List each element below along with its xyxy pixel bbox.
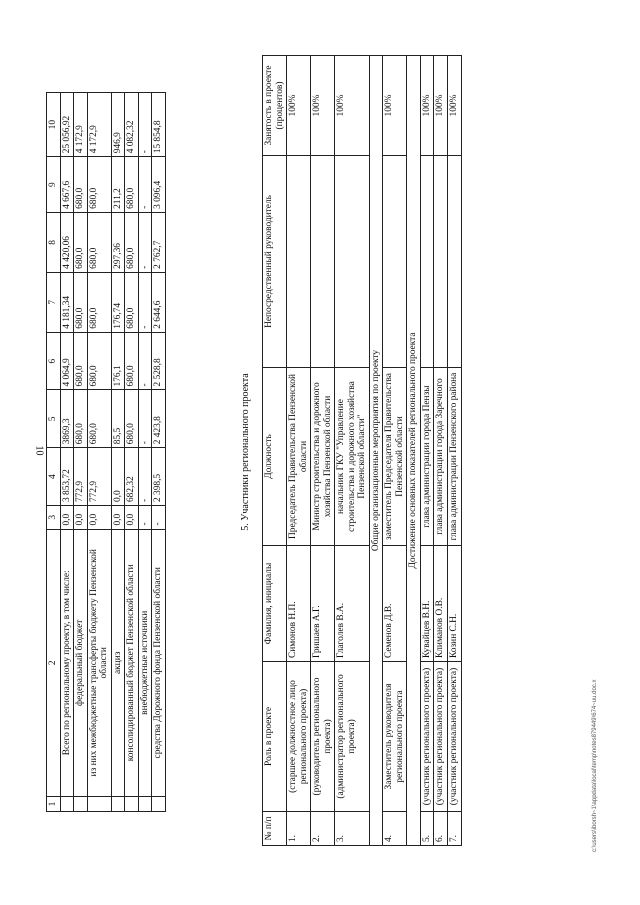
section-row-org	[369, 56, 383, 846]
budget-value-cell: 176,1	[111, 332, 125, 390]
budget-row-index-cell	[152, 797, 166, 812]
budget-value-cell: -	[138, 157, 152, 213]
budget-value-cell: 772,9	[87, 448, 111, 506]
row-supervisor	[335, 156, 370, 368]
budget-value-cell: 0,0	[111, 448, 125, 506]
header-position: Должность	[263, 368, 287, 546]
budget-row-index-cell	[125, 797, 139, 812]
budget-row-index-cell	[138, 797, 152, 812]
budget-value-cell: 680,0	[125, 157, 139, 213]
participant-row	[383, 56, 407, 846]
row-num: 4.	[383, 812, 407, 846]
budget-header-cell: 8	[47, 212, 61, 272]
budget-row	[111, 93, 125, 812]
budget-row	[125, 93, 139, 812]
budget-header-cell: 9	[47, 157, 61, 213]
budget-value-cell: 2 423,8	[152, 390, 166, 448]
row-supervisor	[311, 156, 335, 368]
row-role: (администратор регионального проекта)	[335, 662, 370, 812]
row-role: (руководитель регионального проекта)	[311, 662, 335, 812]
budget-value-cell: 4 181,34	[60, 272, 74, 332]
row-load: 100%	[434, 56, 448, 156]
row-position: заместитель Председателя Правительства Пензенской области	[383, 368, 407, 546]
row-num: 5.	[420, 812, 434, 846]
budget-header-cell: 3	[47, 506, 61, 530]
row-name: Симонов Н.П.	[287, 546, 311, 662]
budget-value-cell: 3869,3	[60, 390, 74, 448]
row-position: Министр строительства и дорожного хозяйства Пензенской области	[311, 368, 335, 546]
budget-value-cell: -	[138, 212, 152, 272]
budget-value-cell: 0,0	[87, 506, 111, 530]
participant-row	[420, 56, 434, 846]
budget-value-cell: 3 853,72	[60, 448, 74, 506]
row-load: 100%	[311, 56, 335, 156]
budget-value-cell: 4 082,32	[125, 93, 139, 157]
budget-value-cell: 680,0	[74, 332, 88, 390]
budget-value-cell: 297,36	[111, 212, 125, 272]
budget-header-cell: 7	[47, 272, 61, 332]
participant-row	[447, 56, 461, 846]
row-supervisor	[434, 156, 448, 368]
budget-value-cell: -	[138, 332, 152, 390]
row-position: Председатель Правительства Пензенской области	[287, 368, 311, 546]
budget-row-label: из них межбюджетные трансферты бюджету Пензенской области	[87, 529, 111, 796]
budget-value-cell: 4 420,06	[60, 212, 74, 272]
budget-value-cell: -	[138, 93, 152, 157]
budget-value-cell: 680,0	[125, 390, 139, 448]
budget-value-cell: 680,0	[74, 157, 88, 213]
budget-value-cell: 680,0	[74, 212, 88, 272]
budget-value-cell: 2 528,8	[152, 332, 166, 390]
budget-row-index-cell	[74, 797, 88, 812]
header-num: № п/п	[263, 812, 287, 846]
row-load: 100%	[383, 56, 407, 156]
budget-value-cell: 25 056,92	[60, 93, 74, 157]
row-name: Семенов Д.В.	[383, 546, 407, 662]
row-position: глава администрации города Заречного	[434, 368, 448, 546]
budget-header-cell: 10	[47, 93, 61, 157]
budget-value-cell: 680,0	[87, 390, 111, 448]
section-row-indicators	[407, 56, 421, 846]
budget-value-cell: 680,0	[74, 390, 88, 448]
row-load: 100%	[335, 56, 370, 156]
budget-row-label: консолидированный бюджет Пензенской области	[125, 529, 139, 796]
participants-table	[262, 55, 462, 846]
budget-value-cell: 680,0	[87, 157, 111, 213]
budget-header-cell: 4	[47, 448, 61, 506]
budget-value-cell: 680,0	[87, 272, 111, 332]
participant-row	[311, 56, 335, 846]
row-supervisor	[383, 156, 407, 368]
header-load: Занятость в проекте (процентов)	[263, 56, 287, 156]
budget-header-cell: 1	[47, 797, 61, 812]
budget-value-cell: 680,0	[125, 212, 139, 272]
budget-row	[138, 93, 152, 812]
budget-row-label: внебюджетные источники	[138, 529, 152, 796]
budget-value-cell: 0,0	[111, 506, 125, 530]
budget-header-cell: 5	[47, 390, 61, 448]
participant-row	[335, 56, 370, 846]
row-role: Заместитель руководителя регионального проекта	[383, 662, 407, 812]
budget-value-cell: 680,0	[125, 272, 139, 332]
budget-value-cell: -	[138, 272, 152, 332]
budget-value-cell: 85,5	[111, 390, 125, 448]
budget-row	[87, 93, 111, 812]
row-num: 2.	[311, 812, 335, 846]
budget-value-cell: -	[138, 390, 152, 448]
budget-value-cell: 680,0	[125, 332, 139, 390]
footer-file-path: c:\users\iborsh~1\appdata\local\temp\notes879449\674~uu.doc.x	[592, 679, 598, 852]
row-role: (участник регионального проекта)	[447, 662, 461, 812]
row-supervisor	[447, 156, 461, 368]
budget-value-cell: 176,74	[111, 272, 125, 332]
budget-value-cell: -	[138, 448, 152, 506]
budget-table-header	[47, 93, 61, 812]
budget-value-cell: 2 398,5	[152, 448, 166, 506]
budget-value-cell: -	[138, 506, 152, 530]
budget-value-cell: 211,2	[111, 157, 125, 213]
section-title: 5. Участники регионального проекта	[240, 373, 251, 531]
budget-row-label: Всего по региональному проекту, в том числе:	[60, 529, 74, 796]
budget-row-label: федеральный бюджет	[74, 529, 88, 796]
budget-row	[152, 93, 166, 812]
budget-value-cell: 4 064,9	[60, 332, 74, 390]
budget-value-cell: 2 762,7	[152, 212, 166, 272]
budget-value-cell: 680,0	[74, 272, 88, 332]
budget-value-cell: 2 644,6	[152, 272, 166, 332]
budget-value-cell: 680,0	[87, 332, 111, 390]
budget-value-cell: 4 667,6	[60, 157, 74, 213]
header-supervisor: Непосредственный руководитель	[263, 156, 287, 368]
participant-row	[434, 56, 448, 846]
budget-value-cell: 0,0	[125, 506, 139, 530]
participants-header	[263, 56, 287, 846]
row-role: (участник регионального проекта)	[420, 662, 434, 812]
budget-value-cell: 15 854,8	[152, 93, 166, 157]
row-num: 1.	[287, 812, 311, 846]
budget-value-cell: 0,0	[60, 506, 74, 530]
row-name: Козин С.Н.	[447, 546, 461, 662]
budget-row	[60, 93, 74, 812]
row-position: глава администрации города Пензы	[420, 368, 434, 546]
budget-value-cell: 4 172,9	[87, 93, 111, 157]
row-num: 7.	[447, 812, 461, 846]
budget-value-cell: -	[152, 506, 166, 530]
budget-value-cell: 772,9	[74, 448, 88, 506]
row-load: 100%	[287, 56, 311, 156]
budget-row-label: акциз	[111, 529, 125, 796]
budget-row	[74, 93, 88, 812]
row-role: (участник регионального проекта)	[434, 662, 448, 812]
budget-value-cell: 0,0	[74, 506, 88, 530]
header-name: Фамилия, инициалы	[263, 546, 287, 662]
budget-value-cell: 4 172,9	[74, 93, 88, 157]
row-num: 3.	[335, 812, 370, 846]
row-num: 6.	[434, 812, 448, 846]
participant-row	[287, 56, 311, 846]
section-ind-label: Достижение основных показателей регионального проекта	[407, 56, 421, 846]
budget-value-cell: 682,32	[125, 448, 139, 506]
row-position: глава администрации Пензенского района	[447, 368, 461, 546]
budget-header-cell: 6	[47, 332, 61, 390]
row-name: Глаголев В.А.	[335, 546, 370, 662]
budget-value-cell: 946,9	[111, 93, 125, 157]
budget-row-index-cell	[111, 797, 125, 812]
row-load: 100%	[420, 56, 434, 156]
row-supervisor	[420, 156, 434, 368]
header-role: Роль в проекте	[263, 662, 287, 812]
budget-table	[46, 92, 166, 812]
budget-header-cell: 2	[47, 529, 61, 796]
row-name: Гришаев А.Г.	[311, 546, 335, 662]
row-role: (старшее должностное лицо регионального проекта)	[287, 662, 311, 812]
budget-row-index-cell	[60, 797, 74, 812]
budget-row-label: средства Дорожного фонда Пензенской области	[152, 529, 166, 796]
budget-row-index-cell	[87, 797, 111, 812]
budget-value-cell: 680,0	[87, 212, 111, 272]
row-position: начальник ГКУ "Управление строительства и дорожного хозяйства Пензенской области"	[335, 368, 370, 546]
row-load: 100%	[447, 56, 461, 156]
rotated-page-content	[40, 52, 600, 852]
row-name: Климанов О.В.	[434, 546, 448, 662]
budget-value-cell: 3 096,4	[152, 157, 166, 213]
row-name: Кувайцев В.Н.	[420, 546, 434, 662]
budget-table-body	[60, 93, 165, 812]
row-supervisor	[287, 156, 311, 368]
page-number: 10	[33, 445, 45, 456]
section-org-label: Общие организационные мероприятия по проекту	[369, 56, 383, 846]
